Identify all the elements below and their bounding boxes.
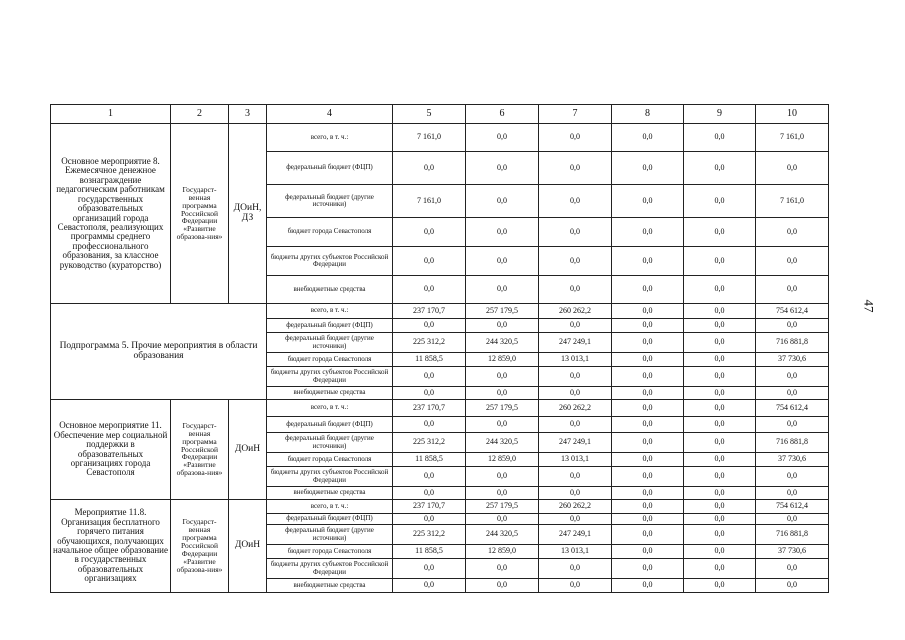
amount-cell: 0,0 [756,218,829,247]
amount-cell: 754 612,4 [756,304,829,319]
amount-cell: 225 312,2 [393,433,466,453]
amount-cell: 0,0 [612,319,684,333]
section-name: Основное мероприятие 8. Ежемесячное денежное вознаграждение педагогическим работникам государственных образовательных организаций города Севастополя, реализующих программы среднего профессионального образования, за классное руководство (кураторство) [51,124,171,304]
section-program: Государст-венная программа Российской Федерации «Развитие образова-ния» [171,500,229,593]
amount-cell: 13 013,1 [539,453,612,467]
funding-source: бюджеты других субъектов Российской Федерации [267,559,393,579]
header-row [51,105,829,124]
header-col-5: 5 [393,105,466,124]
amount-cell: 0,0 [612,185,684,218]
amount-cell: 0,0 [684,453,756,467]
amount-cell: 237 170,7 [393,400,466,417]
amount-cell: 37 730,6 [756,453,829,467]
funding-source: бюджет города Севастополя [267,453,393,467]
funding-source: федеральный бюджет (другие источники) [267,333,393,353]
amount-cell: 754 612,4 [756,500,829,514]
amount-cell: 0,0 [756,579,829,593]
amount-cell: 0,0 [466,276,539,304]
amount-cell: 257 179,5 [466,400,539,417]
amount-cell: 0,0 [684,559,756,579]
amount-cell: 0,0 [539,218,612,247]
amount-cell: 0,0 [539,514,612,525]
amount-cell: 0,0 [612,514,684,525]
amount-cell: 0,0 [612,453,684,467]
amount-cell: 0,0 [684,579,756,593]
amount-cell: 0,0 [539,152,612,185]
amount-cell: 0,0 [684,400,756,417]
amount-cell: 257 179,5 [466,304,539,319]
amount-cell: 247 249,1 [539,433,612,453]
amount-cell: 0,0 [684,276,756,304]
amount-cell: 0,0 [756,487,829,500]
amount-cell: 0,0 [612,218,684,247]
header-col-2: 2 [171,105,229,124]
amount-cell: 0,0 [612,276,684,304]
amount-cell: 244 320,5 [466,433,539,453]
amount-cell: 0,0 [612,500,684,514]
funding-source: бюджеты других субъектов Российской Федерации [267,467,393,487]
amount-cell: 0,0 [612,124,684,152]
amount-cell: 0,0 [684,333,756,353]
amount-cell: 0,0 [612,559,684,579]
amount-cell: 0,0 [466,467,539,487]
funding-source: внебюджетные средства [267,387,393,400]
amount-cell: 260 262,2 [539,304,612,319]
funding-source: федеральный бюджет (другие источники) [267,433,393,453]
amount-cell: 0,0 [756,467,829,487]
amount-cell: 0,0 [684,152,756,185]
amount-cell: 0,0 [612,387,684,400]
amount-cell: 7 161,0 [756,124,829,152]
amount-cell: 7 161,0 [756,185,829,218]
amount-cell: 12 859,0 [466,453,539,467]
amount-cell: 0,0 [612,304,684,319]
amount-cell: 0,0 [756,559,829,579]
amount-cell: 0,0 [756,247,829,276]
amount-cell: 0,0 [466,367,539,387]
amount-cell: 260 262,2 [539,500,612,514]
header-col-7: 7 [539,105,612,124]
section-program: Государст-венная программа Российской Федерации «Развитие образова-ния» [171,400,229,500]
amount-cell: 0,0 [466,579,539,593]
amount-cell: 0,0 [393,319,466,333]
funding-source: федеральный бюджет (другие источники) [267,185,393,218]
amount-cell: 0,0 [684,487,756,500]
amount-cell: 11 858,5 [393,545,466,559]
amount-cell: 0,0 [612,353,684,367]
amount-cell: 247 249,1 [539,525,612,545]
amount-cell: 244 320,5 [466,525,539,545]
header-col-10: 10 [756,105,829,124]
amount-cell: 0,0 [612,333,684,353]
funding-source: всего, в т. ч.: [267,400,393,417]
amount-cell: 716 881,8 [756,433,829,453]
amount-cell: 0,0 [539,124,612,152]
amount-cell: 0,0 [612,525,684,545]
amount-cell: 0,0 [612,367,684,387]
funding-source: бюджет города Севастополя [267,353,393,367]
amount-cell: 0,0 [393,218,466,247]
amount-cell: 0,0 [466,319,539,333]
amount-cell: 0,0 [393,276,466,304]
amount-cell: 225 312,2 [393,525,466,545]
amount-cell: 0,0 [684,433,756,453]
amount-cell: 0,0 [756,319,829,333]
amount-cell: 13 013,1 [539,353,612,367]
amount-cell: 247 249,1 [539,333,612,353]
amount-cell: 0,0 [684,304,756,319]
funding-source: бюджет города Севастополя [267,218,393,247]
amount-cell: 0,0 [756,152,829,185]
amount-cell: 0,0 [393,152,466,185]
section-name: Основное мероприятие 11. Обеспечение мер социальной поддержки в образовательных организациях города Севастополя [51,400,171,500]
amount-cell: 0,0 [612,467,684,487]
section-program: Государст-венная программа Российской Федерации «Развитие образова-ния» [171,124,229,304]
amount-cell: 12 859,0 [466,353,539,367]
amount-cell: 7 161,0 [393,124,466,152]
amount-cell: 0,0 [393,417,466,433]
amount-cell: 0,0 [756,417,829,433]
amount-cell: 0,0 [539,319,612,333]
amount-cell: 0,0 [612,152,684,185]
amount-cell: 0,0 [539,467,612,487]
amount-cell: 13 013,1 [539,545,612,559]
table-row [51,500,829,514]
amount-cell: 0,0 [466,247,539,276]
funding-source: бюджеты других субъектов Российской Федерации [267,367,393,387]
amount-cell: 0,0 [393,387,466,400]
amount-cell: 0,0 [393,559,466,579]
amount-cell: 0,0 [612,579,684,593]
table-row [51,400,829,417]
amount-cell: 0,0 [393,467,466,487]
funding-source: всего, в т. ч.: [267,500,393,514]
amount-cell: 0,0 [684,247,756,276]
header-col-9: 9 [684,105,756,124]
subprogram-name: Подпрограмма 5. Прочие мероприятия в области образования [51,304,267,400]
amount-cell: 0,0 [466,559,539,579]
header-col-6: 6 [466,105,539,124]
amount-cell: 237 170,7 [393,304,466,319]
amount-cell: 0,0 [684,367,756,387]
funding-source: федеральный бюджет (другие источники) [267,525,393,545]
section-executor: ДОиН [229,500,267,593]
amount-cell: 0,0 [539,185,612,218]
amount-cell: 12 859,0 [466,545,539,559]
funding-source: федеральный бюджет (ФЦП) [267,319,393,333]
amount-cell: 0,0 [612,417,684,433]
financing-table [50,104,829,593]
header-col-4: 4 [267,105,393,124]
amount-cell: 0,0 [684,545,756,559]
amount-cell: 0,0 [612,433,684,453]
amount-cell: 257 179,5 [466,500,539,514]
funding-source: внебюджетные средства [267,579,393,593]
funding-source: федеральный бюджет (ФЦП) [267,152,393,185]
header-col-3: 3 [229,105,267,124]
amount-cell: 0,0 [756,367,829,387]
amount-cell: 0,0 [393,367,466,387]
amount-cell: 0,0 [684,387,756,400]
amount-cell: 0,0 [539,579,612,593]
amount-cell: 260 262,2 [539,400,612,417]
amount-cell: 0,0 [756,387,829,400]
amount-cell: 225 312,2 [393,333,466,353]
amount-cell: 0,0 [466,487,539,500]
section-executor: ДОиН, ДЗ [229,124,267,304]
funding-source: всего, в т. ч.: [267,124,393,152]
amount-cell: 0,0 [612,487,684,500]
amount-cell: 0,0 [684,514,756,525]
amount-cell: 0,0 [466,218,539,247]
amount-cell: 0,0 [466,152,539,185]
amount-cell: 11 858,5 [393,353,466,367]
amount-cell: 0,0 [612,400,684,417]
amount-cell: 0,0 [539,387,612,400]
funding-source: бюджеты других субъектов Российской Федерации [267,247,393,276]
table-row [51,304,829,319]
funding-source: всего, в т. ч.: [267,304,393,319]
amount-cell: 11 858,5 [393,453,466,467]
amount-cell: 0,0 [684,525,756,545]
section-name: Мероприятие 11.8. Организация бесплатного горячего питания обучающихся, получающих начальное общее образование в государственных образовательных организациях [51,500,171,593]
amount-cell: 0,0 [539,276,612,304]
amount-cell: 0,0 [756,514,829,525]
amount-cell: 0,0 [539,487,612,500]
amount-cell: 0,0 [612,545,684,559]
amount-cell: 0,0 [393,487,466,500]
table-row [51,124,829,152]
header-col-8: 8 [612,105,684,124]
amount-cell: 237 170,7 [393,500,466,514]
funding-source: федеральный бюджет (ФЦП) [267,417,393,433]
funding-source: федеральный бюджет (ФЦП) [267,514,393,525]
amount-cell: 0,0 [684,185,756,218]
page-number: 47 [861,299,877,313]
amount-cell: 0,0 [684,319,756,333]
section-executor: ДОиН [229,400,267,500]
amount-cell: 754 612,4 [756,400,829,417]
amount-cell: 0,0 [466,124,539,152]
amount-cell: 7 161,0 [393,185,466,218]
amount-cell: 0,0 [684,467,756,487]
amount-cell: 0,0 [684,218,756,247]
amount-cell: 0,0 [393,514,466,525]
amount-cell: 37 730,6 [756,353,829,367]
amount-cell: 0,0 [684,353,756,367]
amount-cell: 0,0 [466,185,539,218]
header-col-1: 1 [51,105,171,124]
amount-cell: 37 730,6 [756,545,829,559]
amount-cell: 0,0 [684,124,756,152]
amount-cell: 244 320,5 [466,333,539,353]
amount-cell: 0,0 [539,247,612,276]
amount-cell: 0,0 [539,367,612,387]
amount-cell: 0,0 [539,559,612,579]
amount-cell: 0,0 [466,514,539,525]
amount-cell: 0,0 [393,579,466,593]
amount-cell: 0,0 [684,417,756,433]
amount-cell: 0,0 [684,500,756,514]
amount-cell: 0,0 [466,417,539,433]
amount-cell: 0,0 [539,417,612,433]
funding-source: бюджет города Севастополя [267,545,393,559]
amount-cell: 0,0 [393,247,466,276]
amount-cell: 0,0 [466,387,539,400]
funding-source: внебюджетные средства [267,276,393,304]
amount-cell: 0,0 [612,247,684,276]
amount-cell: 716 881,8 [756,333,829,353]
amount-cell: 0,0 [756,276,829,304]
funding-source: внебюджетные средства [267,487,393,500]
amount-cell: 716 881,8 [756,525,829,545]
